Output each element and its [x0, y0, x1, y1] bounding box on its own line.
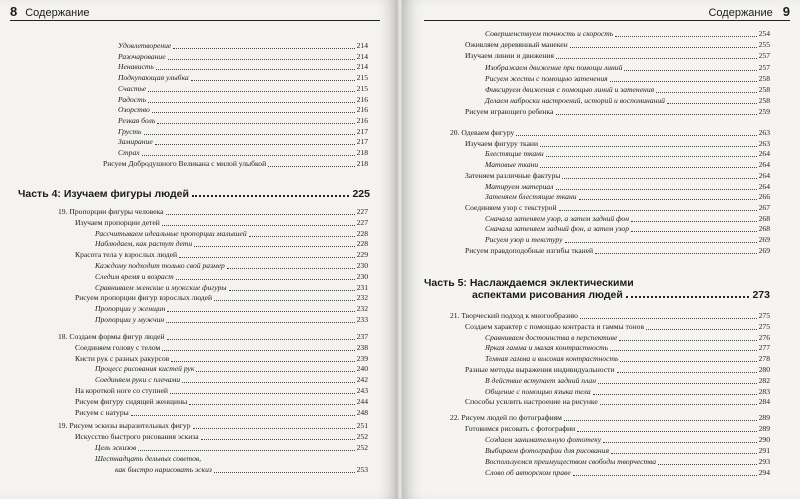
toc-entry-page: 214 — [356, 62, 368, 72]
toc-entry-page: 248 — [356, 407, 368, 417]
toc-entry-page: 269 — [758, 245, 770, 255]
dot-leader — [201, 439, 355, 440]
toc-entry-title: Резкая боль — [118, 115, 156, 125]
toc-entry — [118, 40, 368, 51]
dot-leader — [631, 231, 757, 232]
dot-leader — [516, 135, 756, 136]
toc-entry-title: как быстро нарисовать эскиз — [115, 465, 212, 474]
toc-entry — [75, 431, 368, 442]
toc-entry-title: 21. Творческий подход к многообразию — [450, 311, 578, 320]
toc-entry-page: 283 — [758, 386, 770, 396]
toc-entry — [75, 342, 368, 353]
toc-entry-title: Цель эскизов — [95, 443, 137, 452]
dot-leader — [564, 420, 757, 421]
dot-leader — [166, 214, 355, 215]
dot-leader — [646, 329, 757, 330]
toc-entry-title: Рисуем правдоподобные изгибы тканей — [465, 245, 594, 255]
toc-entry — [465, 245, 770, 256]
dot-leader — [167, 339, 355, 340]
dot-leader — [156, 69, 355, 70]
dot-leader — [157, 123, 354, 124]
toc-entry-page: 227 — [356, 207, 368, 216]
toc-entry-title: Матовые ткани — [485, 160, 539, 170]
toc-entry-page: 277 — [758, 343, 770, 353]
dot-leader — [182, 382, 354, 383]
running-title: Содержание — [708, 7, 773, 19]
right-page-header — [424, 4, 790, 21]
toc-entry-title: Изучаем пропорции детей — [75, 217, 160, 227]
toc-entry-page: 216 — [356, 105, 368, 115]
toc-entry-title: Радость — [118, 94, 147, 104]
toc-entry-title: 18. Создаем формы фигур людей — [58, 332, 165, 341]
toc-entry — [485, 467, 770, 478]
toc-entry — [75, 396, 368, 407]
dot-leader — [138, 450, 354, 451]
dot-leader — [598, 383, 757, 384]
toc-entry-page: 267 — [758, 202, 770, 212]
toc-entry — [118, 83, 368, 94]
dot-leader — [144, 134, 355, 135]
toc-entry-title: Процесс рисования кистей рук — [95, 364, 195, 374]
toc-entry — [118, 136, 368, 147]
toc-entry-page: 278 — [758, 354, 770, 364]
toc-entry — [465, 138, 770, 149]
dot-leader — [214, 300, 355, 301]
toc-entry-page: 237 — [356, 332, 368, 341]
toc-entry-title: 22. Рисуем людей по фотографиям — [450, 413, 562, 422]
toc-entry-page: 253 — [356, 465, 368, 474]
dot-leader — [148, 91, 354, 92]
toc-entry — [485, 456, 770, 467]
part-page: 225 — [352, 188, 370, 200]
toc-entry — [58, 206, 368, 217]
toc-entry-title: Блестящие ткани — [485, 149, 544, 159]
dot-leader — [610, 81, 757, 82]
dot-leader — [173, 48, 354, 49]
toc-entry-page: 251 — [356, 421, 368, 430]
toc-entry-page: 217 — [356, 126, 368, 136]
toc-entry-page: 291 — [758, 446, 770, 455]
toc-entry — [485, 332, 770, 343]
toc-entry-page: 240 — [356, 364, 368, 374]
toc-entry-title: Воспользуемся преимуществом свободы творчества — [485, 457, 657, 466]
toc-entry-page: 255 — [758, 40, 770, 50]
dot-leader — [196, 371, 354, 372]
toc-entry — [95, 303, 368, 314]
dot-leader — [179, 257, 354, 258]
toc-entry — [75, 217, 368, 228]
toc-entry-title: Фиксируем движения с помощью линий и затенения — [485, 85, 655, 94]
part-page: 273 — [752, 289, 770, 301]
dot-leader — [170, 393, 355, 394]
toc-entry-page: 228 — [356, 228, 368, 238]
toc-entry — [118, 104, 368, 115]
toc-entry-title: Рассчитываем идеальные пропорции малышей — [95, 228, 247, 238]
dot-leader — [565, 242, 757, 243]
toc-entry — [485, 342, 770, 353]
toc-entry-title: Соединяем узор с текстурой — [465, 202, 557, 212]
toc-entry-page: 258 — [758, 85, 770, 94]
dot-leader — [249, 236, 355, 237]
dot-leader — [227, 268, 355, 269]
toc-entry — [485, 84, 770, 95]
toc-entry — [465, 39, 770, 50]
toc-entry — [485, 191, 770, 202]
toc-entry-page: 257 — [758, 62, 770, 72]
right-page — [402, 0, 800, 499]
toc-entry — [450, 127, 770, 138]
dot-leader — [192, 195, 350, 197]
toc-entry-page: 290 — [758, 435, 770, 444]
toc-entry-page: 263 — [758, 138, 770, 148]
toc-entry-page: 282 — [758, 375, 770, 385]
toc-entry — [485, 223, 770, 234]
toc-entry-page: 276 — [758, 332, 770, 342]
toc-entry-page: 289 — [758, 424, 770, 433]
dot-leader — [152, 112, 355, 113]
toc-entry-title: Разочарование — [118, 51, 166, 61]
toc-entry-title: Матируем материал — [485, 181, 554, 191]
toc-entry — [58, 331, 368, 342]
dot-leader — [556, 189, 757, 190]
dot-leader — [194, 246, 354, 247]
toc-entry — [95, 442, 368, 453]
dot-leader — [593, 394, 757, 395]
toc-entry-title: Способы усилить настроение на рисунке — [465, 397, 598, 407]
toc-entry — [95, 314, 368, 325]
toc-entry — [95, 374, 368, 385]
toc-entry-title: Грусть — [118, 126, 142, 136]
toc-entry — [465, 202, 770, 213]
part-heading — [424, 277, 770, 301]
toc-entry — [450, 412, 770, 423]
toc-entry-page: 227 — [356, 217, 368, 227]
toc-entry — [95, 282, 368, 293]
toc-entry-title: Следим время и возраст — [95, 271, 174, 281]
toc-entry-title: Удовлетворение — [118, 41, 172, 50]
left-page — [0, 0, 398, 499]
toc-entry-title: Кисти рук с разных ракурсов — [75, 353, 170, 363]
toc-entry — [118, 94, 368, 105]
toc-entry — [465, 106, 770, 117]
toc-entry-title: Темная гамма и высокая контрастность — [485, 354, 619, 364]
dot-leader — [167, 311, 354, 312]
dot-leader — [559, 210, 757, 211]
page-number: 9 — [782, 4, 790, 19]
dot-leader — [610, 350, 756, 351]
toc-entry-page: 266 — [758, 192, 770, 202]
toc-entry — [95, 260, 368, 271]
dot-leader — [191, 80, 355, 81]
toc-entry-title: В действие вступает задний план — [485, 375, 596, 385]
toc-entry-title: Выбираем фотографии для рисования — [485, 446, 610, 455]
toc-entry — [485, 181, 770, 192]
toc-entry-title: Изучаем фигуру ткани — [465, 138, 539, 148]
toc-entry — [485, 213, 770, 224]
dot-leader — [229, 290, 355, 291]
toc-entry — [118, 147, 368, 158]
toc-entry-page: 259 — [758, 107, 770, 117]
toc-entry-title: Страх — [118, 148, 140, 157]
toc-entry-page: 293 — [758, 457, 770, 466]
toc-entry-title: Соединяем руки с плечами — [95, 375, 181, 385]
part-title-line2: аспектами рисования людей — [472, 289, 623, 301]
toc-entry-page: 263 — [758, 128, 770, 137]
dot-leader — [577, 431, 756, 432]
dot-leader — [624, 70, 756, 71]
toc-entry-title: Делаем наброски настроений, историй и воспоминаний — [485, 96, 665, 106]
dot-leader — [600, 404, 757, 405]
toc-entry-page: 264 — [758, 170, 770, 180]
running-title: Содержание — [25, 7, 90, 19]
toc-entry — [95, 363, 368, 374]
dot-leader — [189, 404, 354, 405]
dot-leader — [570, 47, 757, 48]
dot-leader — [580, 318, 757, 319]
dot-leader — [573, 475, 757, 476]
toc-entry-page: 230 — [356, 261, 368, 270]
dot-leader — [148, 102, 355, 103]
toc-entry — [485, 353, 770, 364]
toc-entry-title: Рисуем играющего ребенка — [465, 107, 554, 117]
toc-entry-title: Разные методы выражения индивидуальности — [465, 365, 615, 374]
toc-entry — [485, 375, 770, 386]
left-page-header — [10, 4, 380, 21]
toc-entry — [75, 292, 368, 303]
toc-entry-title: 19. Пропорции фигуры человека — [58, 207, 164, 216]
toc-entry — [450, 310, 770, 321]
part-heading — [18, 188, 370, 200]
dot-leader — [155, 144, 355, 145]
toc-entry-title: Искусство быстрого рисования эскиза — [75, 432, 199, 441]
dot-leader — [667, 103, 757, 104]
toc-entry-title: Пропорции у женщин — [95, 304, 166, 314]
toc-entry-page: 268 — [758, 213, 770, 223]
dot-leader — [193, 428, 355, 429]
toc-entry — [485, 62, 770, 73]
toc-entry-page: 264 — [758, 160, 770, 170]
toc-entry-title: Наблюдаем, как растут дети — [95, 239, 193, 249]
toc-entry-page: 232 — [356, 304, 368, 314]
dot-leader — [556, 58, 757, 59]
toc-entry-title: Ненависть — [118, 62, 154, 72]
dot-leader — [540, 167, 756, 168]
dot-leader — [620, 361, 756, 362]
toc-entry — [115, 464, 368, 475]
toc-entry — [75, 407, 368, 418]
toc-entry-title: Каждому подходит только свой размер — [95, 261, 225, 270]
toc-entry-title: Красота тела у взрослых людей — [75, 250, 178, 260]
toc-entry — [118, 61, 368, 72]
toc-entry-page: 284 — [758, 397, 770, 407]
dot-leader — [168, 59, 355, 60]
toc-entry-title: Замирание — [118, 137, 153, 147]
toc-entry — [465, 396, 770, 407]
toc-entry-title: Счастье — [118, 83, 147, 93]
dot-leader — [166, 322, 354, 323]
toc-entry — [485, 434, 770, 445]
toc-entry-page: 216 — [356, 94, 368, 104]
dot-leader — [562, 178, 756, 179]
toc-entry-page: 228 — [356, 239, 368, 249]
toc-entry-title: Сначала затеняем узор, а затем задний фон — [485, 213, 629, 223]
toc-entry-page: 215 — [356, 83, 368, 93]
dot-leader — [656, 92, 756, 93]
toc-entry-page: 289 — [758, 413, 770, 422]
toc-entry-title: Озорство — [118, 105, 150, 115]
toc-entry-title: Пропорции у мужчин — [95, 315, 165, 324]
toc-entry — [485, 234, 770, 245]
toc-entry — [75, 353, 368, 364]
toc-entry-page: 232 — [356, 293, 368, 303]
dot-leader — [546, 156, 757, 157]
dot-leader — [603, 442, 756, 443]
toc-entry-title: Создаем занимательную фототеку — [485, 435, 602, 444]
toc-entry-page: 231 — [356, 282, 368, 292]
toc-entry-title: Затеняем различные фактуры — [465, 170, 561, 180]
toc-entry-page: 243 — [356, 386, 368, 395]
toc-entry-title: Соединяем голову с телом — [75, 342, 161, 352]
toc-entry-page: 242 — [356, 375, 368, 385]
toc-entry-page: 252 — [356, 443, 368, 452]
toc-entry-title: Оживляем деревянный манекен — [465, 40, 568, 50]
dot-leader — [268, 166, 354, 167]
toc-entry-page: 217 — [356, 137, 368, 147]
toc-entry — [95, 271, 368, 282]
toc-entry-title: Сначала затеняем задний фон, а затем узор — [485, 224, 629, 234]
toc-entry-page: 244 — [356, 396, 368, 406]
toc-entry-title: Рисуем фигуру сидящей женщины — [75, 396, 188, 406]
toc-entry — [118, 51, 368, 62]
dot-leader — [615, 36, 756, 37]
toc-entry — [118, 115, 368, 126]
toc-entry — [465, 364, 770, 375]
dot-leader — [626, 296, 750, 298]
toc-entry — [75, 385, 368, 396]
dot-leader — [579, 199, 757, 200]
dot-leader — [162, 350, 354, 351]
toc-entry-page: 257 — [758, 51, 770, 61]
dot-leader — [658, 464, 757, 465]
toc-entry — [95, 228, 368, 239]
toc-entry-page: 280 — [758, 365, 770, 374]
toc-entry-page: 275 — [758, 311, 770, 320]
toc-entry-page: 214 — [356, 41, 368, 50]
toc-entry-title: Слово об авторском праве — [485, 468, 571, 477]
dot-leader — [631, 221, 757, 222]
toc-entry-title: Яркая гамма и малая контрастность — [485, 343, 609, 353]
toc-entry-page: 233 — [356, 315, 368, 324]
toc-entry-page: 218 — [356, 158, 368, 168]
toc-entry-page: 218 — [356, 148, 368, 157]
toc-entry-page: 254 — [758, 29, 770, 38]
toc-entry-title: На короткой ноге со ступней — [75, 386, 168, 395]
dot-leader — [214, 472, 355, 473]
toc-entry-page: 215 — [356, 73, 368, 83]
dot-leader — [617, 372, 757, 373]
toc-entry-page: 252 — [356, 432, 368, 441]
dot-leader — [595, 253, 757, 254]
toc-entry-page: 230 — [356, 271, 368, 281]
toc-entry-title: Рисуем пропорции фигур взрослых людей — [75, 293, 213, 303]
toc-entry — [75, 249, 368, 260]
dot-leader — [131, 415, 355, 416]
toc-entry-title: Рисуем с натуры — [75, 407, 129, 417]
toc-entry-page: 275 — [758, 321, 770, 331]
toc-entry — [485, 159, 770, 170]
toc-entry-page: 268 — [758, 224, 770, 234]
toc-entry-page: 264 — [758, 181, 770, 191]
toc-entry-title: Создаем характер с помощью контраста и гаммы тонов — [465, 321, 645, 331]
toc-entry-page: 269 — [758, 235, 770, 244]
toc-entry-title: Готовимся рисовать с фотографии — [465, 424, 576, 433]
part-title: Часть 4: Изучаем фигуры людей — [18, 188, 189, 200]
toc-entry-page: 214 — [356, 51, 368, 61]
toc-entry-title: Рисуем Добродушного Великана с милой улыбкой — [103, 158, 267, 168]
toc-entry — [485, 445, 770, 456]
page-number: 8 — [10, 4, 18, 19]
toc-entry-page: 238 — [356, 342, 368, 352]
toc-entry-title: Рисуем узор и текстуру — [485, 235, 563, 244]
dot-leader — [142, 155, 355, 156]
toc-entry — [465, 321, 770, 332]
dot-leader — [162, 225, 355, 226]
toc-entry-page: 239 — [356, 353, 368, 363]
toc-entry-page: 216 — [356, 115, 368, 125]
toc-entry-page: 294 — [758, 468, 770, 477]
toc-entry — [465, 423, 770, 434]
toc-entry — [95, 453, 368, 464]
toc-entry — [485, 73, 770, 84]
toc-entry — [485, 148, 770, 159]
part-title-line1: Часть 5: Наслаждаемся эклектическими — [424, 277, 634, 289]
toc-entry-title: Изучаем линии и движения — [465, 51, 554, 61]
toc-entry-page: 258 — [758, 73, 770, 83]
toc-entry — [485, 386, 770, 397]
dot-leader — [171, 361, 354, 362]
toc-entry-title: Шестнадцать дельных советов, — [95, 454, 202, 463]
dot-leader — [540, 146, 757, 147]
toc-entry — [485, 28, 770, 39]
toc-entry — [465, 50, 770, 61]
toc-entry — [95, 238, 368, 249]
toc-entry — [485, 95, 770, 106]
toc-entry-title: 20. Одеваем фигуру — [450, 128, 515, 137]
toc-entry-title: Совершенствуем точность и скорость — [485, 29, 614, 38]
toc-entry-page: 258 — [758, 96, 770, 106]
toc-entry-title: Подкупающая улыбка — [118, 73, 189, 83]
toc-entry — [118, 72, 368, 83]
toc-entry — [103, 158, 368, 169]
toc-entry-title: Рисуем жесты с помощью затенения — [485, 73, 608, 83]
toc-entry-title: 19. Рисуем эскизы выразительных фигур — [58, 421, 191, 430]
toc-entry-page: 264 — [758, 149, 770, 159]
toc-entry — [58, 420, 368, 431]
toc-entry — [465, 170, 770, 181]
toc-entry-page: 229 — [356, 250, 368, 260]
toc-entry-title: Изображаем движение при помощи линий — [485, 62, 623, 72]
toc-entry-title: Затеняем блестящие ткани — [485, 192, 577, 202]
toc-entry-title: Сравниваем женские и мужские фигуры — [95, 282, 227, 292]
toc-entry-title: Сравниваем достоинства в перспективе — [485, 332, 618, 342]
dot-leader — [619, 340, 756, 341]
dot-leader — [176, 279, 355, 280]
dot-leader — [556, 114, 757, 115]
toc-entry — [118, 126, 368, 137]
dot-leader — [611, 453, 757, 454]
toc-entry-title: Общение с помощью языка тела — [485, 386, 591, 396]
